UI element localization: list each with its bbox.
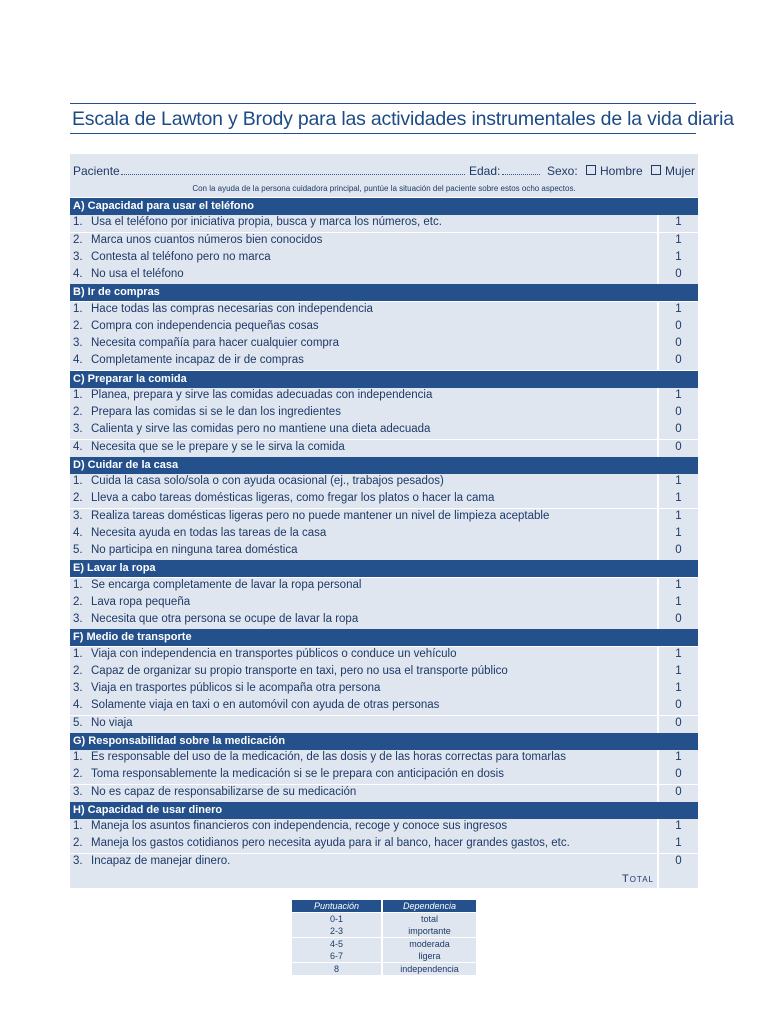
- item-text: Realiza tareas domésticas ligeras pero no puede mantener un nivel de limpieza aceptable: [91, 509, 550, 522]
- item-row: [70, 767, 698, 784]
- item-number: 3.: [73, 509, 83, 522]
- female-option[interactable]: [651, 164, 695, 178]
- item-text: Es responsable del uso de la medicación, de las dosis y de las horas correctas para tomarlas: [91, 751, 566, 763]
- legend-score: 0-1: [292, 913, 381, 925]
- section-header-label: E) Lavar la ropa: [73, 562, 156, 575]
- item-number: 2.: [73, 768, 83, 781]
- legend-row: [292, 925, 476, 937]
- section-header: [70, 284, 698, 301]
- item-score: 0: [675, 613, 682, 625]
- item-score: 1: [675, 475, 682, 487]
- item-number: 2.: [73, 233, 83, 246]
- instructions-text: Con la ayuda de la persona cuidadora principal, puntúe la situación del paciente sobre estos ocho aspectos.: [192, 184, 576, 193]
- item-text: Completamente incapaz de ir de compras: [91, 354, 304, 367]
- item-text: Necesita que otra persona se ocupe de lavar la ropa: [91, 613, 359, 625]
- item-row: [70, 785, 698, 802]
- legend-header: [292, 900, 476, 912]
- section-header-label: F) Medio de transporte: [73, 631, 192, 644]
- item-text: Necesita compañía para hacer cualquier compra: [91, 337, 340, 349]
- item-row: [70, 664, 698, 681]
- legend-row: [292, 938, 476, 950]
- item-score: 1: [675, 664, 682, 677]
- item-number: 3.: [73, 337, 83, 349]
- item-number: 3.: [73, 785, 83, 798]
- legend-score: 4-5: [292, 938, 381, 950]
- item-number: 1.: [73, 578, 83, 591]
- item-row: [70, 319, 698, 336]
- item-text: Toma responsablemente la medicación si se le prepara con anticipación en dosis: [91, 768, 504, 781]
- item-number: 2.: [73, 319, 83, 332]
- female-checkbox[interactable]: [651, 165, 661, 175]
- item-text: Incapaz de manejar dinero.: [91, 854, 231, 867]
- item-number: 4.: [73, 699, 83, 712]
- item-number: 4.: [73, 526, 83, 539]
- item-text: Cuida la casa solo/sola o con ayuda ocasional (ej., trabajos pesados): [91, 475, 444, 487]
- item-text: No usa el teléfono: [91, 268, 184, 280]
- title-rule-top: [70, 103, 696, 104]
- section-header-label: B) Ir de compras: [73, 286, 160, 299]
- item-number: 1.: [73, 647, 83, 660]
- section-header-label: H) Capacidad de usar dinero: [73, 803, 223, 816]
- legend-header-dependency: Dependencia: [383, 900, 476, 912]
- item-number: 4.: [73, 268, 83, 280]
- female-label: Mujer: [665, 164, 696, 178]
- item-row: [70, 612, 698, 629]
- item-score: 0: [675, 699, 682, 712]
- item-text: Planea, prepara y sirve las comidas adecuadas con independencia: [91, 388, 433, 401]
- item-score: 1: [675, 837, 682, 850]
- item-text: Calienta y sirve las comidas pero no mantiene una dieta adecuada: [91, 423, 431, 436]
- legend-dependency: independencia: [383, 963, 476, 975]
- item-text: Capaz de organizar su propio transporte en taxi, pero no usa el transporte público: [91, 664, 508, 677]
- item-row: [70, 250, 698, 267]
- legend-row: [292, 913, 476, 925]
- item-number: 4.: [73, 440, 83, 453]
- title-rule-bottom: [70, 133, 696, 134]
- item-text: Marca unos cuantos números bien conocidos: [91, 233, 323, 246]
- legend-dependency: ligera: [383, 950, 476, 962]
- section-header-label: A) Capacidad para usar el teléfono: [73, 200, 254, 212]
- item-row: [70, 681, 698, 698]
- document-title: Escala de Lawton y Brody para las actividades instrumentales de la vida diaria: [72, 108, 734, 130]
- item-text: Compra con independencia pequeñas cosas: [91, 319, 319, 332]
- item-score: 0: [675, 423, 682, 436]
- item-row: [70, 526, 698, 543]
- item-text: No participa en ninguna tarea doméstica: [91, 544, 298, 556]
- item-text: No viaja: [91, 716, 133, 729]
- item-number: 1.: [73, 302, 83, 315]
- item-text: Lleva a cabo tareas domésticas ligeras, como fregar los platos o hacer la cama: [91, 492, 495, 505]
- score-legend: [292, 900, 476, 975]
- item-text: Contesta al teléfono pero no marca: [91, 250, 271, 263]
- section-header: [70, 560, 698, 577]
- patient-label: Paciente: [73, 164, 120, 178]
- legend-dependency: total: [383, 913, 476, 925]
- item-row: [70, 595, 698, 612]
- section-header: [70, 629, 698, 646]
- legend-score: 8: [292, 963, 381, 975]
- age-label: Edad:: [469, 164, 501, 178]
- item-text: No es capaz de responsabilizarse de su medicación: [91, 785, 357, 798]
- legend-score: 2-3: [292, 925, 381, 937]
- item-score: 1: [675, 578, 682, 591]
- item-text: Prepara las comidas si se le dan los ingredientes: [91, 406, 341, 418]
- legend-row: [292, 950, 476, 962]
- item-score: 1: [675, 647, 682, 660]
- item-row: [70, 750, 698, 767]
- patient-info-box: [70, 154, 698, 197]
- item-row: [70, 422, 698, 439]
- item-row: [70, 336, 698, 353]
- item-score: 0: [675, 716, 682, 729]
- item-number: 2.: [73, 406, 83, 418]
- item-row: [70, 267, 698, 284]
- item-score: 1: [675, 492, 682, 505]
- section-header-label: G) Responsabilidad sobre la medicación: [73, 734, 286, 747]
- section-header-label: D) Cuidar de la casa: [73, 458, 179, 471]
- item-score: 0: [675, 544, 682, 556]
- patient-name-field[interactable]: [121, 164, 465, 175]
- section-header: [70, 371, 698, 388]
- item-row: [70, 716, 698, 733]
- item-score: 1: [675, 595, 682, 608]
- item-score: 1: [675, 509, 682, 522]
- item-number: 3.: [73, 423, 83, 436]
- item-number: 3.: [73, 250, 83, 263]
- legend-dependency: importante: [383, 925, 476, 937]
- item-text: Solamente viaja en taxi o en automóvil con ayuda de otras personas: [91, 699, 440, 712]
- item-score: 0: [675, 319, 682, 332]
- item-score: 0: [675, 854, 682, 867]
- item-row: [70, 491, 698, 508]
- item-score: 1: [675, 233, 682, 246]
- item-text: Necesita ayuda en todas las tareas de la casa: [91, 526, 327, 539]
- item-row: [70, 405, 698, 422]
- legend-row: [292, 963, 476, 975]
- section-header: [70, 733, 698, 750]
- total-row: [70, 871, 698, 888]
- item-number: 1.: [73, 388, 83, 401]
- item-number: 2.: [73, 492, 83, 505]
- item-score: 1: [675, 250, 682, 263]
- item-score: 0: [675, 785, 682, 798]
- item-score: 0: [675, 406, 682, 418]
- total-label: Total: [621, 872, 654, 885]
- item-text: Lava ropa pequeña: [91, 595, 191, 608]
- item-number: 2.: [73, 837, 83, 850]
- item-text: Maneja los gastos cotidianos pero necesita ayuda para ir al banco, hacer grandes gastos, etc.: [91, 837, 570, 850]
- item-row: [70, 698, 698, 715]
- legend-dependency: moderada: [383, 938, 476, 950]
- item-score: 1: [675, 751, 682, 763]
- item-number: 1.: [73, 820, 83, 832]
- item-score: 1: [675, 302, 682, 315]
- item-row: [70, 578, 698, 595]
- item-text: Viaja con independencia en transportes públicos o conduce un vehículo: [91, 647, 457, 660]
- item-score: 0: [675, 337, 682, 349]
- item-number: 5.: [73, 716, 83, 729]
- item-row: [70, 388, 698, 405]
- sex-label: Sexo:: [547, 164, 578, 178]
- section-header: [70, 802, 698, 819]
- item-number: 1.: [73, 475, 83, 487]
- male-label: Hombre: [600, 164, 643, 178]
- item-row: [70, 647, 698, 664]
- item-row: [70, 836, 698, 853]
- item-row: [70, 440, 698, 457]
- item-row: [70, 353, 698, 370]
- legend-score: 6-7: [292, 950, 381, 962]
- item-score: 0: [675, 768, 682, 781]
- item-row: [70, 302, 698, 319]
- item-score: 0: [675, 268, 682, 280]
- item-number: 4.: [73, 354, 83, 367]
- item-text: Usa el teléfono por iniciativa propia, busca y marca los números, etc.: [91, 216, 442, 229]
- item-score: 0: [675, 440, 682, 453]
- item-text: Viaja en trasportes públicos si le acompaña otra persona: [91, 682, 381, 694]
- item-number: 1.: [73, 751, 83, 763]
- item-text: Maneja los asuntos financieros con independencia, recoge y conoce sus ingresos: [91, 820, 508, 832]
- item-text: Hace todas las compras necesarias con independencia: [91, 302, 373, 315]
- section-header: [70, 198, 698, 215]
- item-number: 1.: [73, 216, 83, 229]
- item-text: Se encarga completamente de lavar la ropa personal: [91, 578, 362, 591]
- item-score: 1: [675, 388, 682, 401]
- item-score: 1: [675, 526, 682, 539]
- item-score: 1: [675, 820, 682, 832]
- item-row: [70, 854, 698, 871]
- item-number: 5.: [73, 544, 83, 556]
- age-field[interactable]: [502, 164, 540, 175]
- item-row: [70, 543, 698, 560]
- male-checkbox[interactable]: [586, 165, 596, 175]
- item-row: [70, 509, 698, 526]
- item-number: 3.: [73, 613, 83, 625]
- item-number: 3.: [73, 682, 83, 694]
- item-row: [70, 233, 698, 250]
- section-header-label: C) Preparar la comida: [73, 372, 187, 385]
- item-row: [70, 819, 698, 836]
- item-score: 1: [675, 682, 682, 694]
- male-option[interactable]: [586, 164, 643, 178]
- item-score: 1: [675, 216, 682, 229]
- item-number: 3.: [73, 854, 83, 867]
- item-text: Necesita que se le prepare y se le sirva la comida: [91, 440, 345, 453]
- item-number: 2.: [73, 595, 83, 608]
- item-number: 2.: [73, 664, 83, 677]
- item-score: 0: [675, 354, 682, 367]
- total-divider: [657, 871, 659, 888]
- legend-header-score: Puntuación: [292, 900, 381, 912]
- item-row: [70, 215, 698, 232]
- section-header: [70, 457, 698, 474]
- item-row: [70, 474, 698, 491]
